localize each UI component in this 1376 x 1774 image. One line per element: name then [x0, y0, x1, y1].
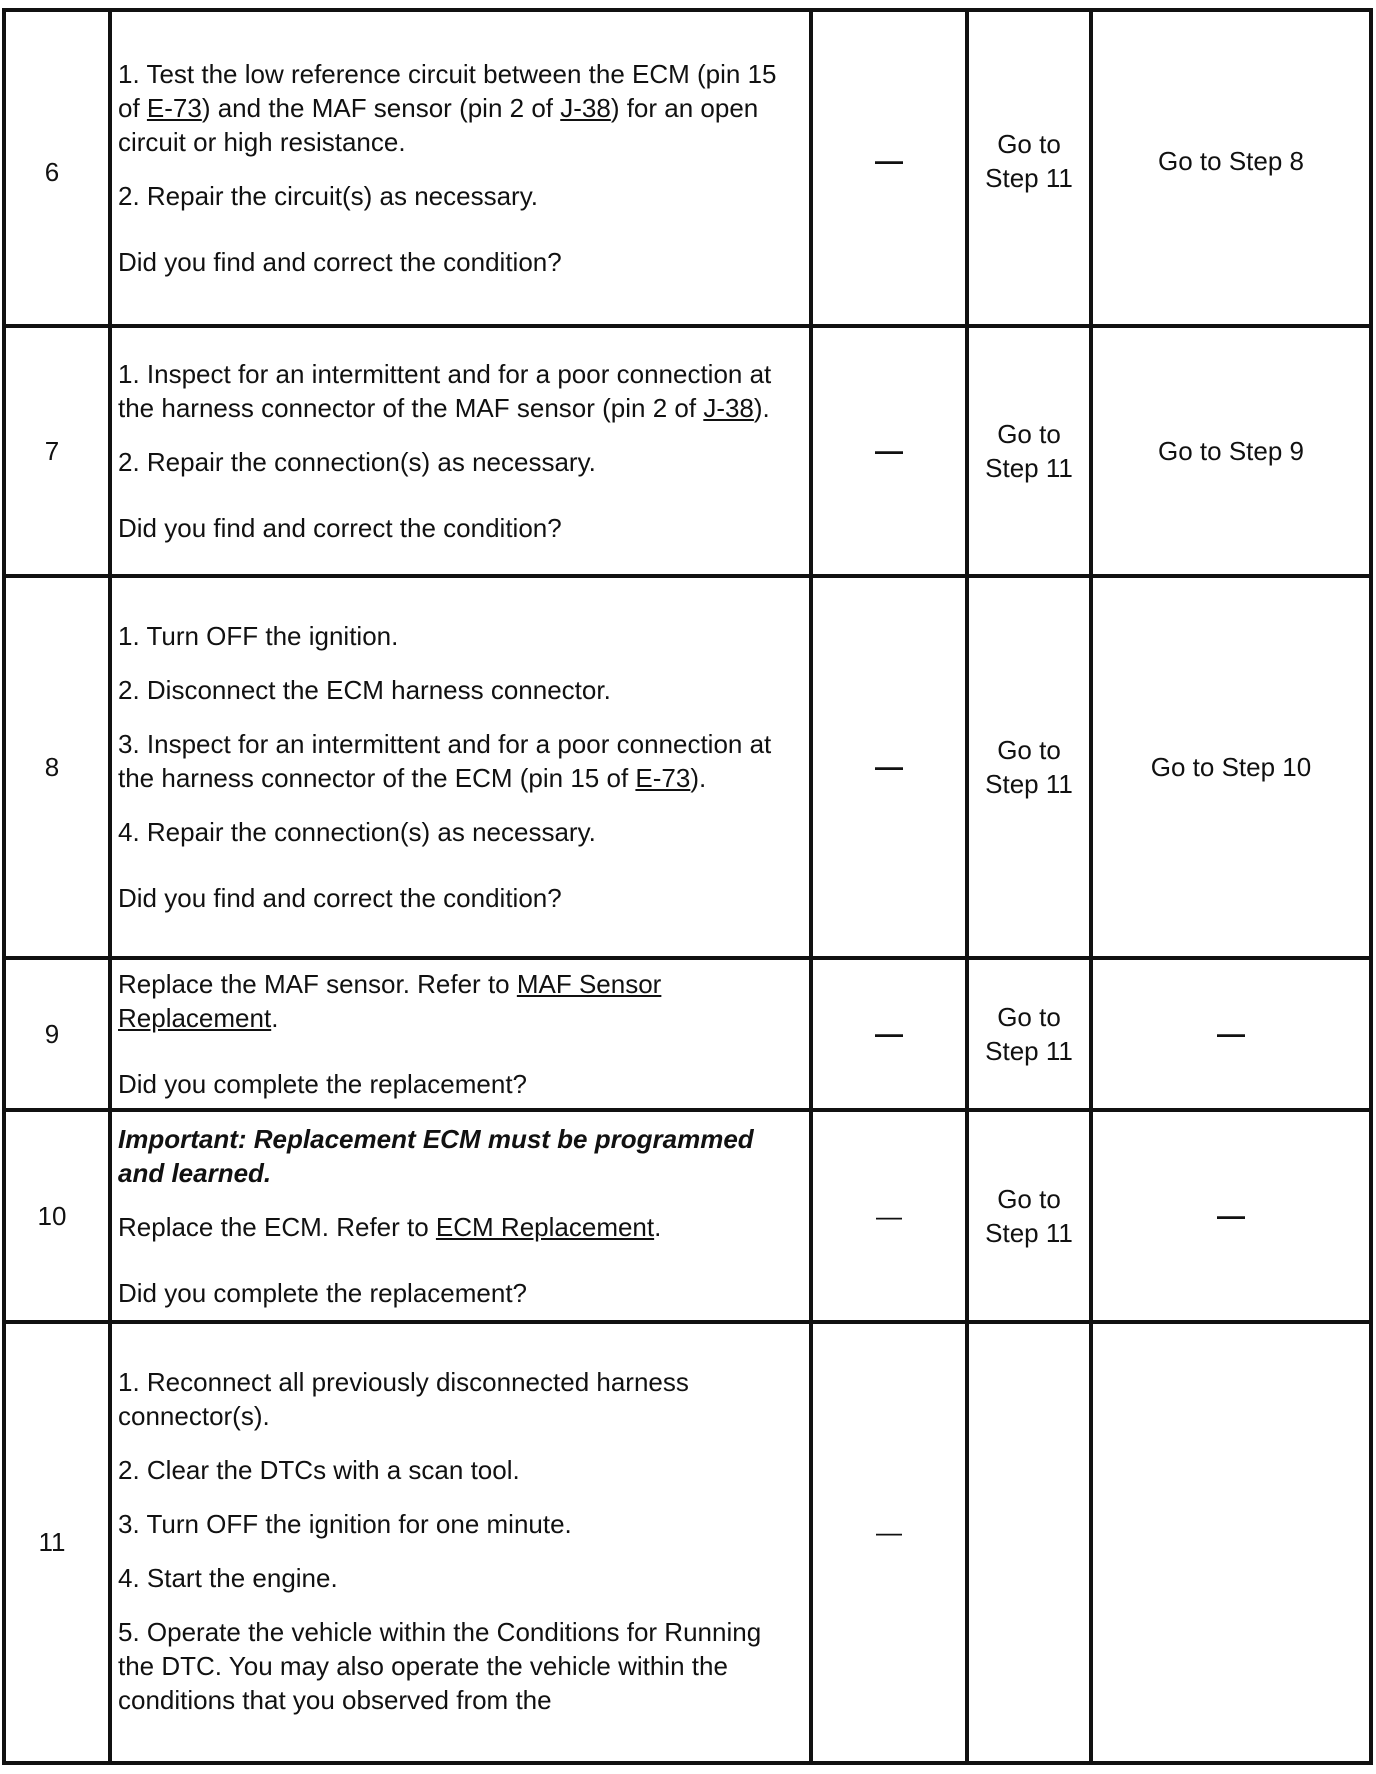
action-question: Did you complete the replacement? [118, 1277, 528, 1308]
yes-cell: Go to Step 11 [967, 576, 1091, 958]
no-cell: — [1091, 958, 1371, 1110]
values-cell: — [811, 1110, 967, 1322]
yes-cell: Go to Step 11 [967, 326, 1091, 576]
link-j38[interactable]: J-38 [703, 392, 754, 423]
action-cell [110, 10, 811, 326]
link-maf-sensor-replacement[interactable]: MAF Sensor Replacement [118, 968, 662, 1033]
table-row [4, 1322, 1371, 1763]
diagnostic-table [2, 8, 1373, 1765]
action-paragraph: 2. Clear the DTCs with a scan tool. [118, 1455, 520, 1486]
link-e73[interactable]: E-73 [146, 92, 202, 123]
important-note: Important: Replacement ECM must be programmed and learned. [118, 1123, 754, 1188]
yes-cell: Go to Step 11 [967, 958, 1091, 1110]
no-cell: Go to Step 10 [1091, 576, 1371, 958]
link-j38[interactable]: J-38 [560, 92, 611, 123]
action-question: Did you find and correct the condition? [118, 512, 562, 543]
values-cell: — [811, 10, 967, 326]
table-row [4, 576, 1371, 958]
yes-cell: Go to Step 11 [967, 1110, 1091, 1322]
action-cell [110, 576, 811, 958]
action-paragraph: 4. Start the engine. [118, 1563, 338, 1594]
action-paragraph: 3. Turn OFF the ignition for one minute. [118, 1509, 572, 1540]
action-paragraph: 1. Inspect for an intermittent and for a poor connection at the harness connector of the MAF sensor (pin 2 of J-38). [118, 358, 772, 423]
action-cell [110, 958, 811, 1110]
table-row [4, 326, 1371, 576]
action-paragraph: 5. Operate the vehicle within the Conditions for Running the DTC. You may also operate the vehicle within the conditions that you observed from the [118, 1617, 762, 1716]
action-paragraph: 1. Test the low reference circuit between the ECM (pin 15 of E-73) and the MAF sensor (pin 2 of J-38) for an open circuit or high resistance. [118, 58, 777, 157]
step-number: 6 [4, 10, 110, 326]
no-cell [1091, 1322, 1371, 1763]
action-paragraph: Replace the MAF sensor. Refer to MAF Sensor Replacement. [118, 968, 662, 1033]
action-paragraph: 1. Turn OFF the ignition. [118, 620, 399, 651]
values-cell: — [811, 576, 967, 958]
step-number: 8 [4, 576, 110, 958]
link-e73[interactable]: E-73 [635, 762, 691, 793]
action-paragraph: Replace the ECM. Refer to ECM Replacement. [118, 1211, 662, 1242]
action-paragraph: 2. Disconnect the ECM harness connector. [118, 674, 611, 705]
table-row [4, 10, 1371, 326]
action-cell [110, 1110, 811, 1322]
table-row [4, 1110, 1371, 1322]
values-cell: — [811, 326, 967, 576]
step-number: 7 [4, 326, 110, 576]
no-cell: Go to Step 8 [1091, 10, 1371, 326]
table-row [4, 958, 1371, 1110]
action-cell [110, 1322, 811, 1763]
no-cell: Go to Step 9 [1091, 326, 1371, 576]
step-number: 9 [4, 958, 110, 1110]
action-paragraph: 3. Inspect for an intermittent and for a poor connection at the harness connector of the ECM (pin 15 of E-73). [118, 728, 772, 793]
action-question: Did you find and correct the condition? [118, 246, 562, 277]
no-cell: — [1091, 1110, 1371, 1322]
action-paragraph: 2. Repair the connection(s) as necessary. [118, 446, 596, 477]
values-cell: — [811, 1322, 967, 1763]
action-question: Did you find and correct the condition? [118, 882, 562, 913]
action-paragraph: 2. Repair the circuit(s) as necessary. [118, 180, 538, 211]
yes-cell: Go to Step 11 [967, 10, 1091, 326]
action-paragraph: 1. Reconnect all previously disconnected harness connector(s). [118, 1367, 689, 1432]
step-number: 11 [4, 1322, 110, 1763]
link-ecm-replacement[interactable]: ECM Replacement [435, 1211, 655, 1242]
step-number: 10 [4, 1110, 110, 1322]
yes-cell [967, 1322, 1091, 1763]
values-cell: — [811, 958, 967, 1110]
action-cell [110, 326, 811, 576]
action-paragraph: 4. Repair the connection(s) as necessary. [118, 816, 596, 847]
action-question: Did you complete the replacement? [118, 1068, 528, 1099]
